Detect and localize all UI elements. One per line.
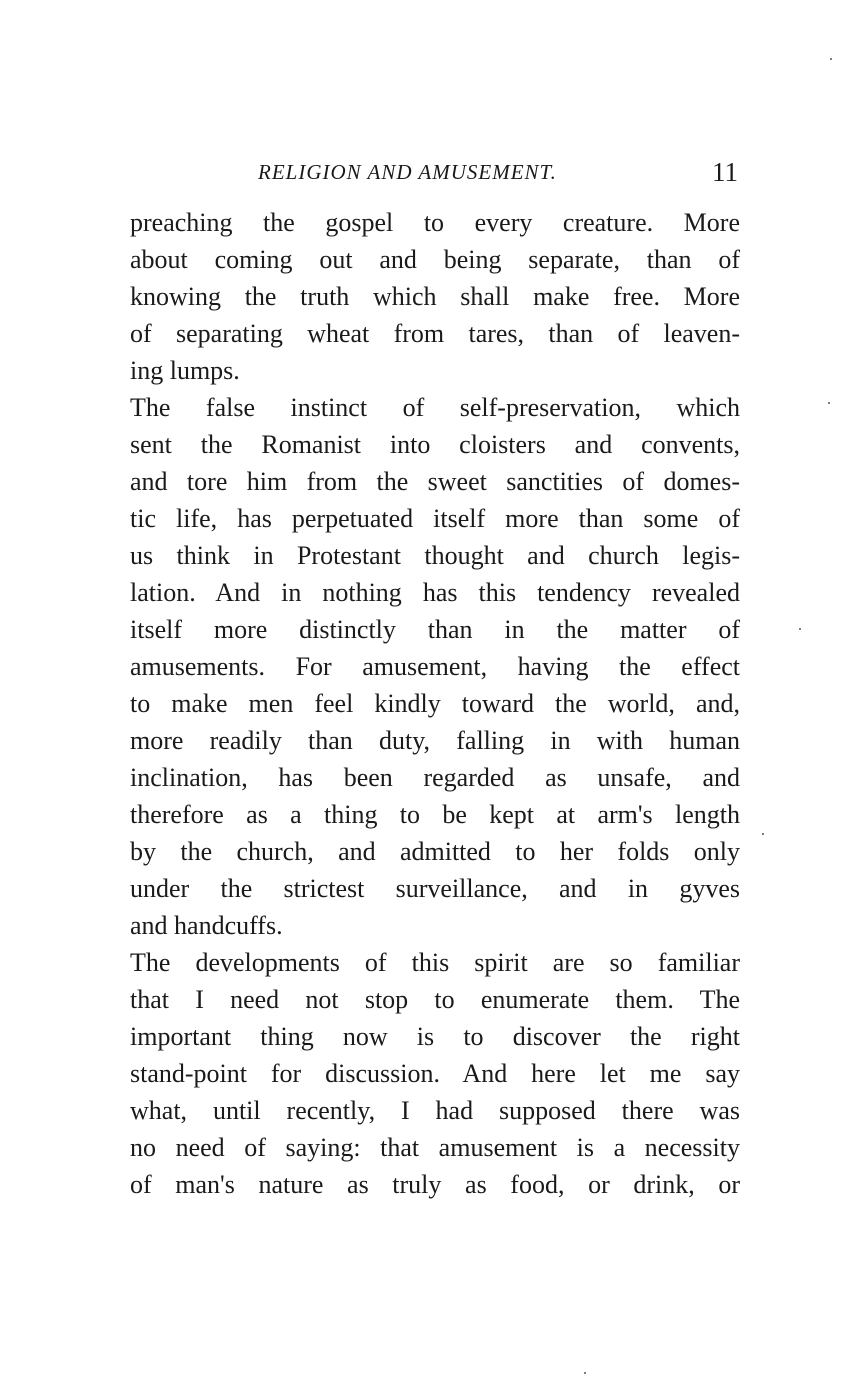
text-line: us think in Protestant thought and church legis- <box>130 541 740 570</box>
text-line: what, until recently, I had supposed there was <box>130 1096 740 1125</box>
scan-speck <box>799 628 801 630</box>
text-line: that I need not stop to enumerate them. The <box>130 985 740 1014</box>
text-line: preaching the gospel to every creature. More <box>130 208 740 237</box>
text-line: and handcuffs. <box>130 911 283 940</box>
running-header <box>130 154 740 190</box>
text-line: of separating wheat from tares, than of leaven- <box>130 319 740 348</box>
text-line: inclination, has been regarded as unsafe, and <box>130 763 740 792</box>
text-line: to make men feel kindly toward the world, and, <box>130 689 740 718</box>
text-line: knowing the truth which shall make free. More <box>130 282 740 311</box>
text-line: itself more distinctly than in the matter of <box>130 615 740 644</box>
scan-speck <box>762 833 764 835</box>
scan-speck <box>830 58 832 60</box>
text-line: by the church, and admitted to her folds only <box>130 837 740 866</box>
text-line: stand-point for discussion. And here let me say <box>130 1059 740 1088</box>
text-line: amusements. For amusement, having the effect <box>130 652 740 681</box>
text-line: sent the Romanist into cloisters and convents, <box>130 430 740 459</box>
text-line: lation. And in nothing has this tendency revealed <box>130 578 740 607</box>
text-line: The developments of this spirit are so familiar <box>130 948 740 977</box>
text-line: of man's nature as truly as food, or drink, or <box>130 1170 740 1199</box>
running-title: RELIGION AND AMUSEMENT. <box>258 160 557 184</box>
text-line: under the strictest surveillance, and in gyves <box>130 874 740 903</box>
text-line: and tore him from the sweet sanctities of domes- <box>130 467 740 496</box>
text-line: The false instinct of self-preservation, which <box>130 393 740 422</box>
body-text <box>130 204 740 1203</box>
text-line: no need of saying: that amusement is a necessity <box>130 1133 740 1162</box>
scan-speck <box>828 402 830 404</box>
text-line: tic life, has perpetuated itself more than some of <box>130 504 740 533</box>
scan-speck <box>584 1372 586 1374</box>
text-line: important thing now is to discover the right <box>130 1022 740 1051</box>
text-line: ing lumps. <box>130 356 240 385</box>
page-number: 11 <box>712 157 738 187</box>
text-line: about coming out and being separate, than of <box>130 245 740 274</box>
text-line: more readily than duty, falling in with human <box>130 726 740 755</box>
text-line: therefore as a thing to be kept at arm's length <box>130 800 740 829</box>
